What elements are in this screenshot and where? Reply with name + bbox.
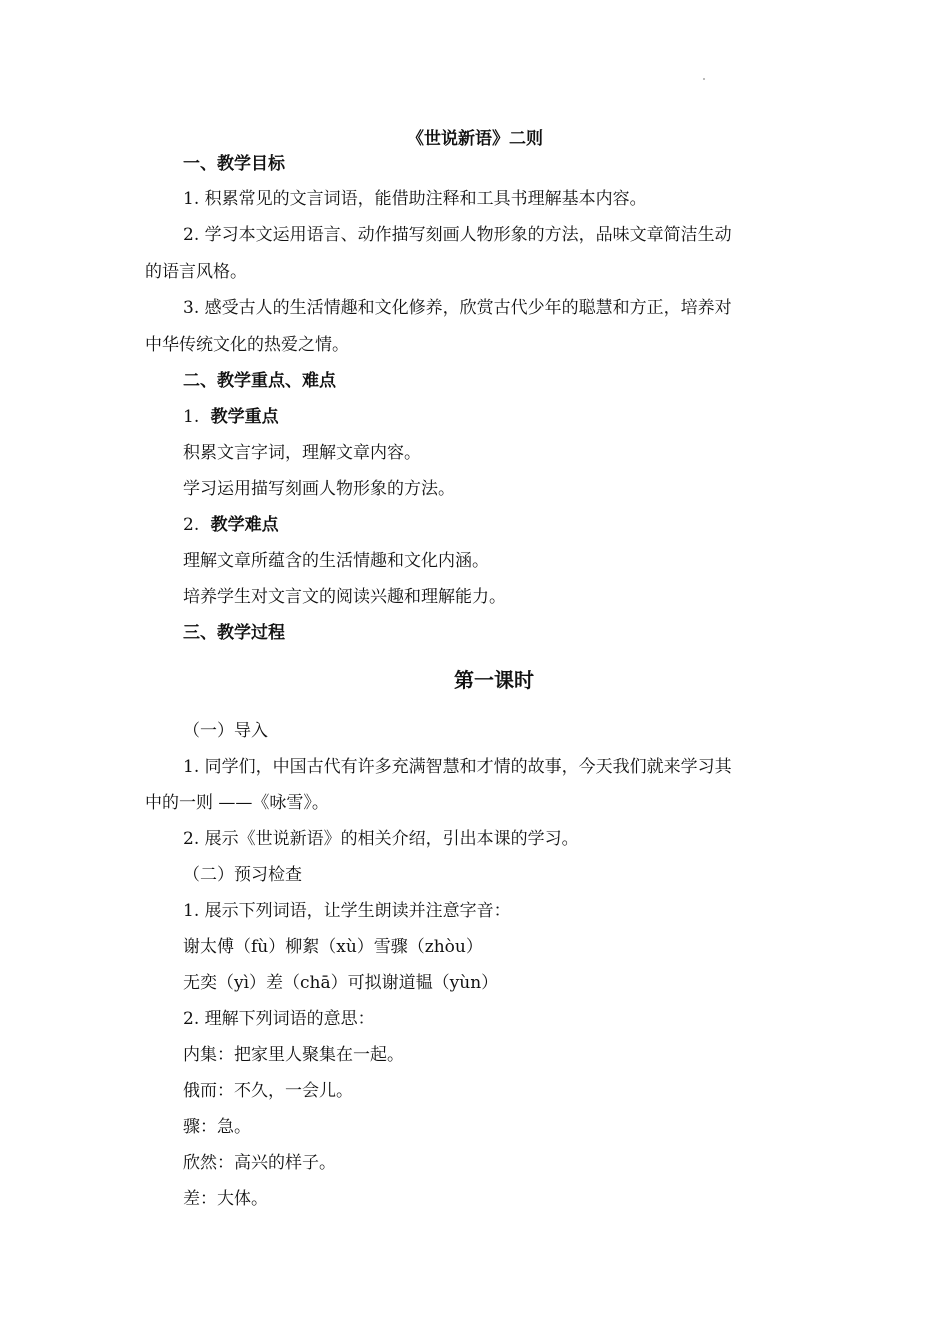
difficulty-1: 理解文章所蕴含的生活情趣和文化内涵。: [183, 551, 489, 571]
key-point-1: 积累文言字词，理解文章内容。: [183, 443, 421, 463]
intro-item-1: 1. 同学们，中国古代有许多充满智慧和才情的故事，今天我们就来学习其: [183, 757, 732, 777]
definition-3: 骤：急。: [183, 1117, 251, 1137]
goal-item-3: 3. 感受古人的生活情趣和文化修养，欣赏古代少年的聪慧和方正，培养对: [183, 298, 732, 318]
preview-heading: （二）预习检查: [183, 865, 302, 885]
key-points-heading: [183, 406, 279, 428]
goal-item-3-cont: 中华传统文化的热爱之情。: [145, 335, 349, 355]
intro-item-1-cont: 中的一则 ——《咏雪》。: [145, 793, 329, 813]
pronunciation-words-1: 谢太傅（fù）柳絮（xù）雪骤（zhòu）: [183, 937, 483, 957]
difficulty-2: 培养学生对文言文的阅读兴趣和理解能力。: [183, 587, 506, 607]
section-heading-keypoints: 二、教学重点、难点: [183, 371, 336, 391]
key-point-2: 学习运用描写刻画人物形象的方法。: [183, 479, 455, 499]
difficulties-number: 2.: [183, 515, 200, 535]
lesson-title: 第一课时: [454, 668, 534, 692]
section-heading-goals: 一、教学目标: [183, 154, 285, 174]
definition-4: 欣然：高兴的样子。: [183, 1153, 336, 1173]
document-title: 《世说新语》二则: [407, 129, 543, 149]
intro-heading: （一）导入: [183, 721, 268, 741]
section-heading-process: 三、教学过程: [183, 623, 285, 643]
pronunciation-words-2: 无奕（yì）差（chā）可拟谢道韫（yùn）: [183, 973, 499, 993]
intro-item-2: 2. 展示《世说新语》的相关介绍，引出本课的学习。: [183, 829, 579, 849]
preview-item-2: 2. 理解下列词语的意思：: [183, 1009, 375, 1029]
preview-item-1: 1. 展示下列词语，让学生朗读并注意字音：: [183, 901, 511, 921]
goal-item-2: 2. 学习本文运用语言、动作描写刻画人物形象的方法，品味文章简洁生动: [183, 225, 732, 245]
definition-5: 差：大体。: [183, 1189, 268, 1209]
definition-1: 内集：把家里人聚集在一起。: [183, 1045, 404, 1065]
scan-speck: [703, 78, 705, 80]
definition-2: 俄而：不久，一会儿。: [183, 1081, 353, 1101]
goal-item-1: 1. 积累常见的文言词语，能借助注释和工具书理解基本内容。: [183, 189, 647, 209]
difficulties-label: 教学难点: [210, 515, 279, 535]
key-points-label: 教学重点: [210, 407, 279, 427]
goal-item-2-cont: 的语言风格。: [145, 262, 247, 282]
difficulties-heading: [183, 514, 279, 536]
key-points-number: 1.: [183, 407, 200, 427]
